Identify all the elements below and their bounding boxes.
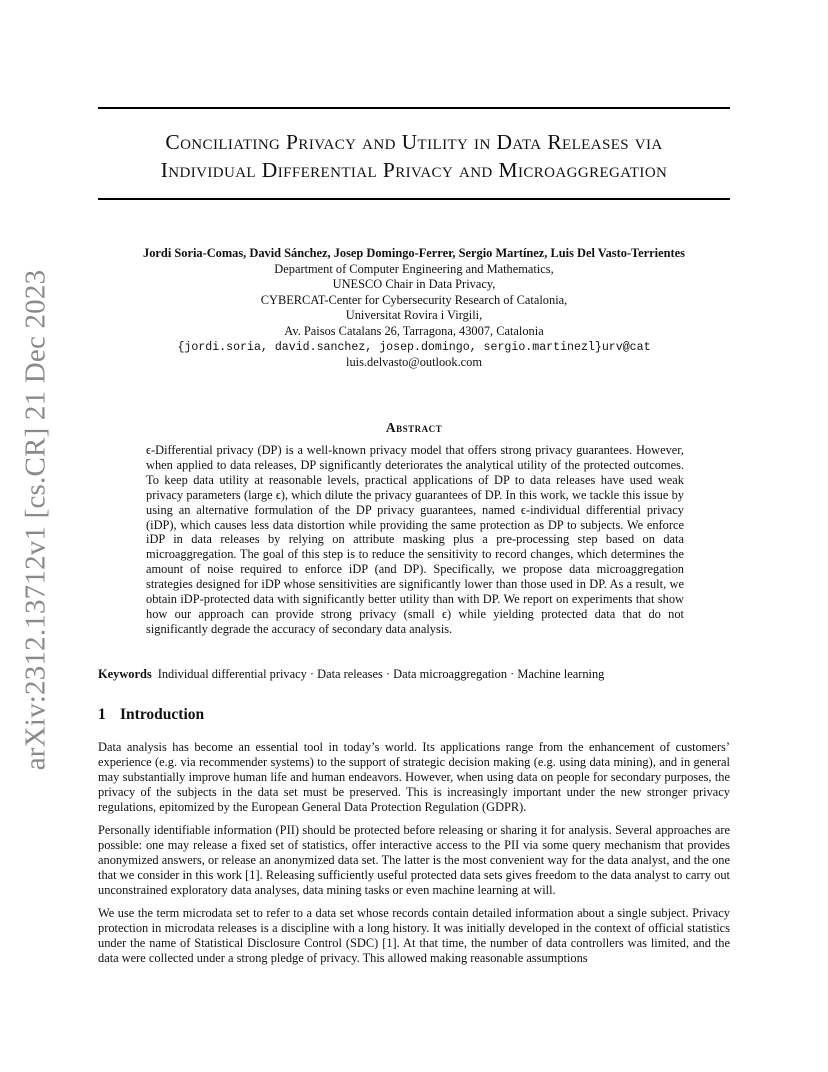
keywords-text: Individual differential privacy · Data releases · Data microaggregation · Machine learning [157,667,605,681]
title-bottom-rule [98,198,730,200]
affiliation-line: CYBERCAT-Center for Cybersecurity Research of Catalonia, [260,292,568,307]
author-names: Jordi Soria-Comas, David Sánchez, Josep Domingo-Ferrer, Sergio Martínez, Luis Del Vasto-Terrientes [143,246,685,260]
paragraph: Personally identifiable information (PII) should be protected before releasing or sharing it for analysis. Several approaches are possible: one may release a fixed set of statistics, offer interactive access to the PII via some query mechanism that provides anonymized answers, or release an anonymized data set. The latter is the most convenient way for the data analyst, and the one that we consider in this work [1]. Releasing sufficiently useful protected data sets gives freedom to the data analyst to carry out unconstrained exploratory data analyses, data mining tasks or even machine learning at will. [98,823,730,897]
affiliation-line: UNESCO Chair in Data Privacy, [332,277,496,292]
keywords-label: Keywords [98,667,152,681]
affiliation-line: Universitat Rovira i Virgili, [345,308,483,323]
paper-title [98,128,730,184]
body-text [98,740,730,974]
section-title: Introduction [120,706,205,723]
paragraph: Data analysis has become an essential tool in today’s world. Its applications range from the enhancement of customers’ experience (e.g. via recommender systems) to the support of strategic decision making (e.g. using data mining), and in general may substantially improve human life and human endeavors. However, when using data on people for secondary purposes, the privacy of the subjects in the data set must be preserved. This is increasingly important under the new stronger privacy regulations, epitomized by the European General Data Protection Regulation (GDPR). [98,740,730,814]
keywords-line [98,667,730,682]
author-email-secondary: luis.delvasto@outlook.com [346,355,482,370]
author-emails: {jordi.soria, david.sanchez, josep.domingo, sergio.martinezl}urv@cat [177,340,651,354]
title-line-2: Individual Differential Privacy and Microaggregation [160,158,668,182]
title-top-rule [98,107,730,109]
affiliation-line: Av. Paisos Catalans 26, Tarragona, 43007, Catalonia [284,323,544,338]
author-block [98,246,730,371]
section-heading [98,705,730,725]
abstract-heading: Abstract [385,420,443,435]
title-line-1: Conciliating Privacy and Utility in Data Releases via [165,130,663,154]
arxiv-identifier: arXiv:2312.13712v1 [cs.CR] 21 Dec 2023 [19,269,52,771]
arxiv-side-stamp [16,269,56,771]
paragraph: We use the term microdata set to refer to a data set whose records contain detailed information about a single subject. Privacy protection in microdata releases is a discipline with a long history. It was initially developed in the context of official statistics under the name of Statistical Disclosure Control (SDC) [1]. At that time, the number of data controllers was limited, and the data were collected under a strong pledge of privacy. This allowed making reasonable assumptions [98,906,730,965]
affiliation-line: Department of Computer Engineering and Mathematics, [274,261,554,276]
section-number: 1 [98,706,106,723]
abstract-text: ϵ-Differential privacy (DP) is a well-known privacy model that offers strong privacy guarantees. However, when applied to data releases, DP significantly deteriorates the analytical utility of the protected outcomes. To keep data utility at reasonable levels, practical applications of DP to data releases have used weak privacy parameters (large ϵ), which dilute the privacy guarantees of DP. In this work, we tackle this issue by using an alternative formulation of the DP privacy guarantees, named ϵ-individual differential privacy (iDP), which causes less data distortion while providing the same protection as DP to subjects. We enforce iDP in data releases by relying on attribute masking plus a pre-processing step based on data microaggregation. The goal of this step is to reduce the sensitivity to record changes, which determines the amount of noise required to enforce iDP (and DP). Specifically, we propose data microaggregation strategies designed for iDP whose sensitivities are significantly lower than those used in DP. As a result, we obtain iDP-protected data with significantly better utility than with DP. We report on experiments that show how our approach can provide strong privacy (small ϵ) while yielding protected data that do not significantly degrade the accuracy of secondary data analysis. [146,443,684,636]
